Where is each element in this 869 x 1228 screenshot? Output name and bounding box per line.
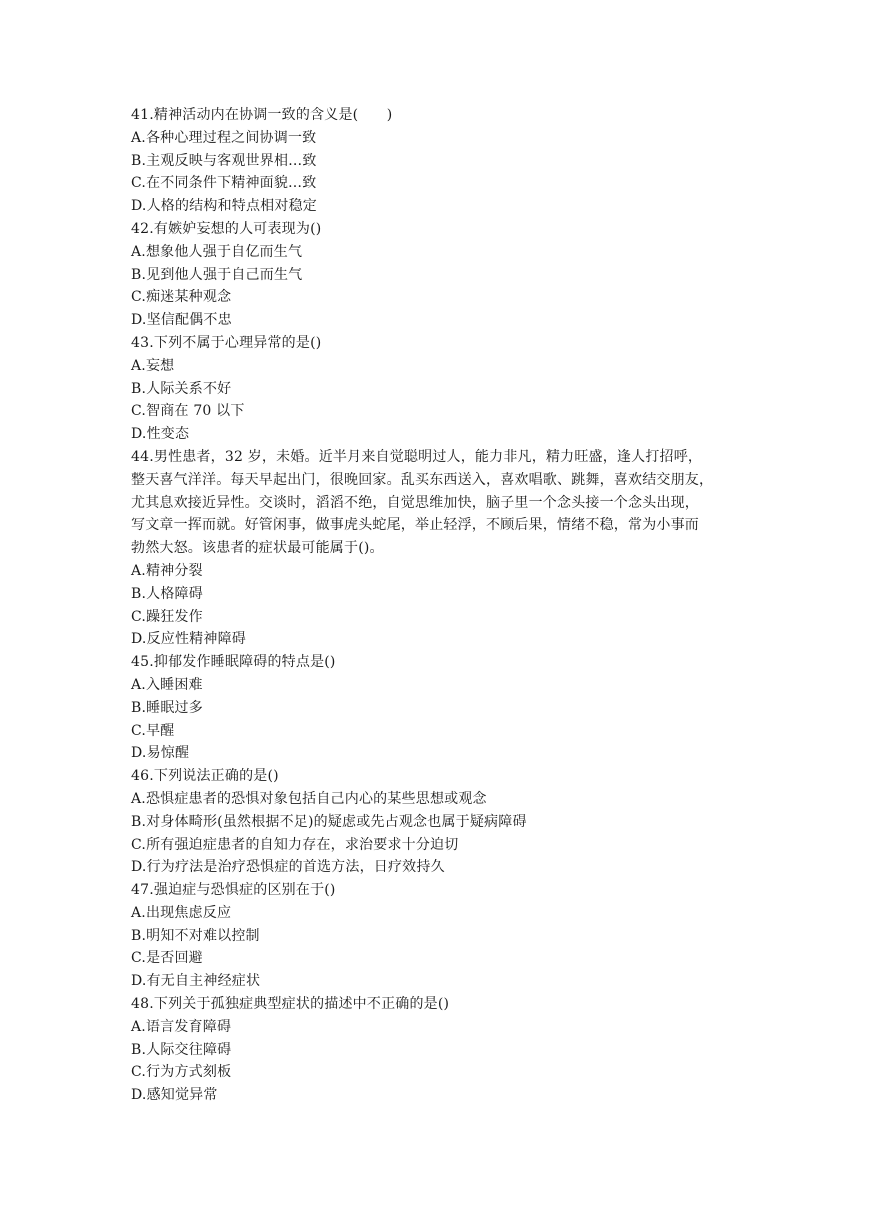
question-stem xyxy=(131,446,751,560)
option-d: D.易惊醒 xyxy=(131,745,190,762)
option-c: C.所有强迫症患者的自知力存在，求治要求十分迫切 xyxy=(131,836,459,853)
option-a: A.入睡困难 xyxy=(131,676,203,693)
question-46 xyxy=(131,765,751,879)
exam-page xyxy=(131,104,751,1107)
stem-line: 尤其息欢接近异性。交谈时，滔滔不绝，自觉思维加快，脑子里一个念头接一个念头出现， xyxy=(131,494,699,511)
option-d: D.性变态 xyxy=(131,426,190,443)
option-d: D.感知觉异常 xyxy=(131,1087,218,1104)
question-48 xyxy=(131,993,751,1107)
option-c: C.早醒 xyxy=(131,722,175,739)
option-b: B.人际关系不好 xyxy=(131,380,232,397)
question-stem: 43.下列不属于心理异常的是() xyxy=(131,334,322,351)
question-41 xyxy=(131,104,751,218)
option-b: B.主观反映与客观世界相…致 xyxy=(131,152,317,169)
question-stem: 42.有嫉妒妄想的人可表现为() xyxy=(131,220,322,237)
option-c: C.是否回避 xyxy=(131,950,203,967)
option-b: B.睡眠过多 xyxy=(131,699,203,716)
option-d: D.有无自主神经症状 xyxy=(131,973,261,990)
option-d: D.反应性精神障碍 xyxy=(131,631,246,648)
question-43 xyxy=(131,332,751,446)
option-d: D.行为疗法是治疗恐惧症的首选方法，日疗效持久 xyxy=(131,859,445,876)
question-42 xyxy=(131,218,751,332)
option-a: A.恐惧症患者的恐惧对象包括自己内心的某些思想或观念 xyxy=(131,790,487,807)
option-c: C.痴迷某种观念 xyxy=(131,289,232,306)
question-stem: 41.精神活动内在协调一致的含义是( ) xyxy=(131,107,393,123)
option-a: A.语言发育障碍 xyxy=(131,1018,232,1035)
option-b: B.人际交往障碍 xyxy=(131,1041,232,1058)
option-c: C.在不同条件下精神面貌…致 xyxy=(131,175,317,192)
question-stem: 48.下列关于孤独症典型症状的描述中不正确的是() xyxy=(131,996,450,1013)
option-b: B.见到他人强于自己而生气 xyxy=(131,266,303,283)
question-44 xyxy=(131,446,751,651)
question-stem: 46.下列说法正确的是() xyxy=(131,768,279,785)
option-a: A.各种心理过程之间协调一致 xyxy=(131,129,317,146)
option-a: A.出现焦虑反应 xyxy=(131,904,232,921)
stem-line: 写文章一挥而就。好管闲事，做事虎头蛇尾，举止轻浮，不顾后果，情绪不稳，常为小事而 xyxy=(131,517,699,534)
option-d: D.人格的结构和特点相对稳定 xyxy=(131,198,317,215)
stem-line: 整天喜气洋洋。每天早起出门，很晚回家。乱买东西送入，喜欢唱歌、跳舞，喜欢结交朋友， xyxy=(131,471,714,488)
question-stem: 47.强迫症与恐惧症的区别在于() xyxy=(131,882,336,899)
question-47 xyxy=(131,879,751,993)
question-stem: 45.抑郁发作睡眠障碍的特点是() xyxy=(131,654,336,671)
option-b: B.人格障碍 xyxy=(131,585,203,602)
option-a: A.想象他人强于自亿而生气 xyxy=(131,243,303,260)
option-d: D.坚信配偶不忠 xyxy=(131,312,232,329)
option-c: C.智商在 70 以下 xyxy=(131,403,245,420)
question-45 xyxy=(131,651,751,765)
option-a: A.妄想 xyxy=(131,357,175,374)
stem-line: 勃然大怒。该患者的症状最可能属于()。 xyxy=(131,540,384,557)
option-c: C.躁狂发作 xyxy=(131,608,203,625)
option-a: A.精神分裂 xyxy=(131,562,203,579)
option-b: B.明知不对难以控制 xyxy=(131,927,260,944)
option-c: C.行为方式刻板 xyxy=(131,1064,232,1081)
stem-line: 44.男性患者，32 岁，未婚。近半月来自觉聪明过人，能力非凡，精力旺盛，逢人打招呼， xyxy=(131,448,703,465)
option-b: B.对身体畸形(虽然根据不足)的疑虑或先占观念也属于疑病障碍 xyxy=(131,813,527,830)
